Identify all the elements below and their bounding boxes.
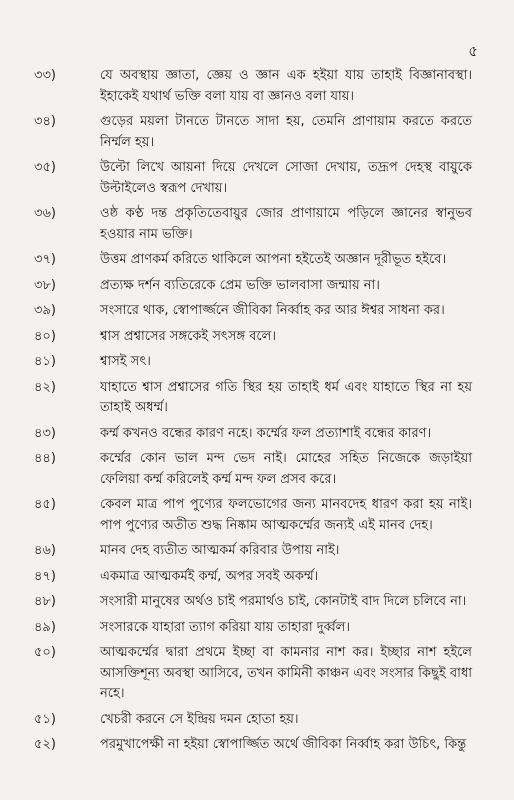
entry-text: উত্তম প্রাণকর্ম করিতে থাকিলে আপনা হইতেই অজ্ঞান দূরীভূত হইবে। [100,252,447,267]
list-item [0,710,514,731]
entry-number: ৩৭) [34,252,56,267]
list-item [0,378,514,419]
entry-text: ওষ্ঠ কণ্ঠ দন্ত প্রকৃতিতেবায়ুর জোর প্রাণায়ামে পড়িলে জ্ঞানের স্বানুভব হওয়ার নাম ভক্তি। [100,206,472,242]
entry-number: ৫২) [34,737,56,752]
entry-text: প্রত্যক্ষ দর্শন ব্যতিরেকে প্রেম ভক্তি ভালবাসা জন্মায় না। [100,277,380,293]
entry-text: সংসারী মানুষের অর্থও চাই পরমার্থও চাই, কোনটাই বাদ দিলে চলিবে না। [100,594,467,609]
list-item [0,327,514,348]
list-item [0,735,514,756]
entry-number: ৪৭) [34,568,56,584]
entry-number: ৪৩) [34,425,56,441]
list-item [0,66,514,107]
entry-number-cell [0,276,100,296]
list-item [0,301,514,322]
entry-number-cell [0,495,100,515]
entry-text: কর্ম্মের কোন ভাল মন্দ ভেদ নাই। মোহের সহিত নিজেকে জড়াইয়া ফেলিয়া কর্ম্ম করিলেই কর্ম্ম মন্দ ফল প্রসব করে। [100,451,472,487]
entry-text: শ্বাস প্রশ্বাসের সঙ্গকেই সৎসঙ্গ বলে। [100,328,276,344]
entry-text: সংসারে থাক, স্বোপার্জ্জনে জীবিকা নির্ব্বাহ কর আর ঈশ্বর সাধনা কর। [100,303,445,318]
list-item [0,158,514,199]
list-item [0,592,514,613]
entry-number-cell [0,541,100,561]
list-item [0,618,514,639]
entry-number-cell [0,301,100,321]
entry-number-cell [0,204,100,224]
list-item [0,567,514,588]
entry-number: ৪৫) [34,497,56,512]
entry-text: কেবল মাত্র পাপ পুণ্যের ফলভোগের জন্য মানবদেহ ধারণ করা হয় নাই। পাপ পুণ্যের অতীত শুদ্ধ নিষ্কাম আত্মকর্ম্মের জন্যই এই মানব দেহ। [100,497,472,533]
entry-number: ৪৮) [34,594,56,609]
entry-number: ৪২) [34,379,56,395]
entry-text: উল্টো লিখে আয়না দিয়ে দেখলে সোজা দেখায়, তদ্রূপ দেহস্থ বায়ুকে উল্টাইলেও স্বরূপ দেখায়। [100,160,472,196]
entry-number: ৪৯) [34,619,56,635]
entry-number: ৩৯) [34,303,56,318]
entry-text: খেচরী করনে সে ইন্দ্রিয় দমন হোতা হয়। [100,711,299,727]
entry-text: যে অবস্থায় জ্ঞাতা, জ্ঞেয় ও জ্ঞান এক হইয়া যায় তাহাই বিজ্ঞানাবস্থা। ইহাকেই যথার্থ ভক্তি বলা যায় বা জ্ঞানও বলা যায়। [100,68,472,104]
entry-number: ৪০) [34,328,56,344]
entry-number-cell [0,424,100,444]
entry-number-cell [0,112,100,132]
page-number: ৫ [468,42,478,60]
entry-number-cell [0,352,100,372]
entry-text: কর্ম্ম কখনও বন্ধের কারণ নহে। কর্ম্মের ফল প্রত্যাশাই বন্ধের কারণ। [100,425,432,441]
entry-number: ৪৬) [34,543,56,558]
entry-text: যাহাতে শ্বাস প্রশ্বাসের গতি স্থির হয় তাহাই ধর্ম এবং যাহাতে স্থির না হয় তাহাই অধর্ম্ম। [100,379,472,415]
entry-number: ৩৪) [34,114,56,129]
entry-text: একমাত্র আত্মকর্মই কর্ম্ম, অপর সবই অকর্ম্ম। [100,568,319,584]
entry-number-cell [0,592,100,612]
entry-number: ৫০) [34,645,56,660]
entry-text: আত্মকর্ম্মের দ্বারা প্রথমে ইচ্ছা বা কামনার নাশ কর। ইচ্ছার নাশ হইলে আসক্তিশূন্য অবস্থা আসিবে, তখন কামিনী কাঞ্চন এবং সংসার কিছুই বাধা নহে। [100,645,472,701]
entry-number: ৩৬) [34,206,56,221]
entry-number-cell [0,735,100,755]
entry-number-cell [0,66,100,86]
entry-number-cell [0,618,100,638]
entry-list [0,66,514,761]
list-item [0,495,514,536]
entry-number-cell [0,158,100,178]
entry-text: মানব দেহ ব্যতীত আত্মকর্ম করিবার উপায় নাই। [100,543,340,558]
entry-number-cell [0,378,100,398]
entry-number-cell [0,250,100,270]
list-item [0,449,514,490]
list-item [0,250,514,271]
entry-number: ৩৩) [34,68,56,83]
list-item [0,352,514,373]
entry-number: ৪৪) [34,451,56,466]
list-item [0,276,514,297]
list-item [0,204,514,245]
list-item [0,424,514,445]
list-item [0,112,514,153]
entry-text: গুড়ের ময়লা টানতে টানতে সাদা হয়, তেমনি প্রাণায়াম করতে করতে নির্ম্মল হয়। [100,114,472,150]
entry-number: ৩৮) [34,277,56,293]
list-item [0,643,514,705]
entry-number: ৫১) [34,711,56,727]
entry-number: ৩৫) [34,160,56,175]
entry-number-cell [0,567,100,587]
entry-text: পরমুখাপেক্ষী না হইয়া স্বোপার্জ্জিত অর্থে জীবিকা নির্ব্বাহ করা উচিৎ, কিন্তু [100,737,467,752]
entry-text: সংসারকে যাহারা ত্যাগ করিয়া যায় তাহারা দুর্ব্বল। [100,619,351,635]
entry-text: শ্বাসই সৎ। [100,354,151,369]
entry-number-cell [0,643,100,663]
list-item [0,541,514,562]
entry-number-cell [0,327,100,347]
entry-number-cell [0,710,100,730]
entry-number: ৪১) [34,354,56,369]
entry-number-cell [0,449,100,469]
